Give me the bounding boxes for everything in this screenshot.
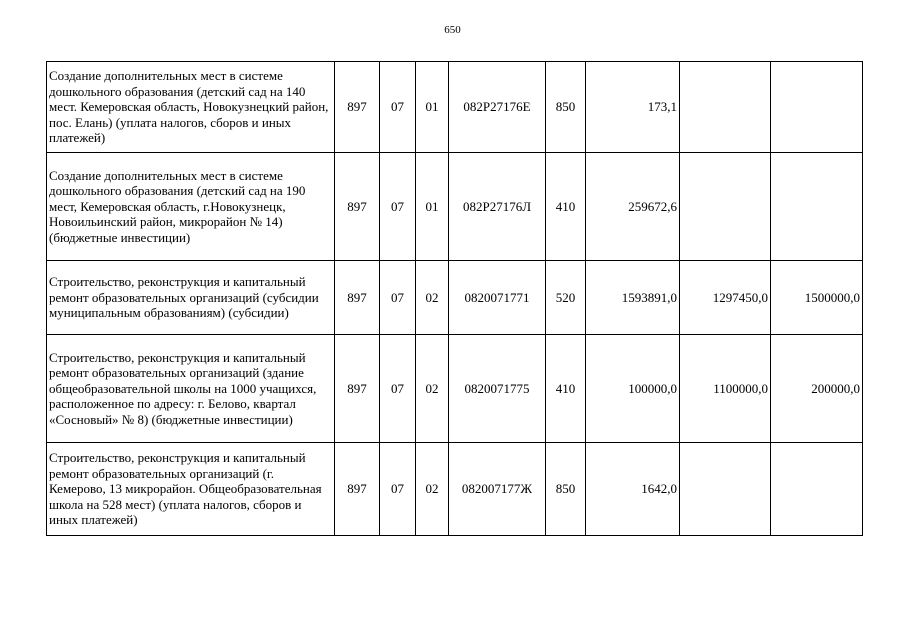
amount-year-2 bbox=[680, 62, 771, 153]
amount-year-2: 1297450,0 bbox=[680, 261, 771, 335]
expense-type-code: 410 bbox=[546, 153, 586, 261]
expense-type-code: 850 bbox=[546, 62, 586, 153]
section-code: 07 bbox=[380, 443, 416, 536]
ministry-code: 897 bbox=[335, 443, 380, 536]
amount-year-3 bbox=[771, 62, 863, 153]
amount-year-1: 173,1 bbox=[586, 62, 680, 153]
target-article-code: 0820071775 bbox=[449, 335, 546, 443]
section-code: 07 bbox=[380, 62, 416, 153]
target-article-code: 082P27176Л bbox=[449, 153, 546, 261]
row-description: Создание дополнительных мест в системе дошкольного образования (детский сад на 190 мест, Кемеровская область, г.Новокузнецк, Новоильинский район, микрорайон № 14) (бюджетные инвестиции) bbox=[47, 153, 335, 261]
amount-year-2 bbox=[680, 443, 771, 536]
amount-year-3 bbox=[771, 153, 863, 261]
target-article-code: 082007177Ж bbox=[449, 443, 546, 536]
row-description: Строительство, реконструкция и капитальный ремонт образовательных организаций (здание общеобразовательной школы на 1000 учащихся, расположенное по адресу: г. Белово, квартал «Сосновый» № 8) (бюджетные инвестиции) bbox=[47, 335, 335, 443]
section-code: 07 bbox=[380, 153, 416, 261]
amount-year-1: 100000,0 bbox=[586, 335, 680, 443]
amount-year-1: 1593891,0 bbox=[586, 261, 680, 335]
ministry-code: 897 bbox=[335, 62, 380, 153]
expense-type-code: 410 bbox=[546, 335, 586, 443]
target-article-code: 0820071771 bbox=[449, 261, 546, 335]
amount-year-3: 200000,0 bbox=[771, 335, 863, 443]
target-article-code: 082P27176E bbox=[449, 62, 546, 153]
table-row bbox=[47, 443, 863, 536]
ministry-code: 897 bbox=[335, 335, 380, 443]
subsection-code: 02 bbox=[416, 443, 449, 536]
amount-year-2 bbox=[680, 153, 771, 261]
row-description: Строительство, реконструкция и капитальный ремонт образовательных организаций (субсидии муниципальным образованиям) (субсидии) bbox=[47, 261, 335, 335]
table-row bbox=[47, 335, 863, 443]
amount-year-1: 1642,0 bbox=[586, 443, 680, 536]
subsection-code: 01 bbox=[416, 62, 449, 153]
amount-year-3: 1500000,0 bbox=[771, 261, 863, 335]
expense-type-code: 850 bbox=[546, 443, 586, 536]
amount-year-2: 1100000,0 bbox=[680, 335, 771, 443]
subsection-code: 02 bbox=[416, 335, 449, 443]
table-row bbox=[47, 261, 863, 335]
section-code: 07 bbox=[380, 261, 416, 335]
budget-table bbox=[46, 61, 863, 536]
row-description: Строительство, реконструкция и капитальный ремонт образовательных организаций (г. Кемерово, 13 микрорайон. Общеобразовательная школа на 528 мест) (уплата налогов, сборов и иных платежей) bbox=[47, 443, 335, 536]
amount-year-1: 259672,6 bbox=[586, 153, 680, 261]
subsection-code: 01 bbox=[416, 153, 449, 261]
amount-year-3 bbox=[771, 443, 863, 536]
row-description: Создание дополнительных мест в системе дошкольного образования (детский сад на 140 мест. Кемеровская область, Новокузнецкий район, пос. Елань) (уплата налогов, сборов и иных платежей) bbox=[47, 62, 335, 153]
ministry-code: 897 bbox=[335, 153, 380, 261]
table-row bbox=[47, 62, 863, 153]
table-row bbox=[47, 153, 863, 261]
ministry-code: 897 bbox=[335, 261, 380, 335]
page-number: 650 bbox=[444, 24, 461, 36]
section-code: 07 bbox=[380, 335, 416, 443]
subsection-code: 02 bbox=[416, 261, 449, 335]
expense-type-code: 520 bbox=[546, 261, 586, 335]
